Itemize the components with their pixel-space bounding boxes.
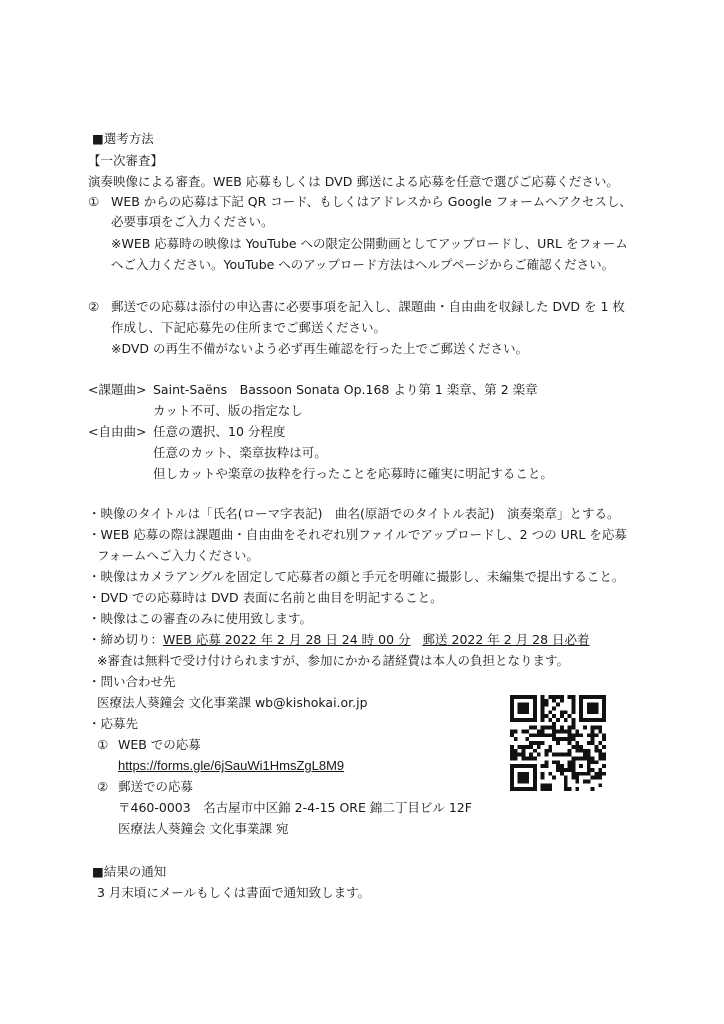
item2-line3: ※DVD の再生不備がないよう必ず再生確認を行った上でご郵送ください。 xyxy=(111,341,529,356)
set-piece-note: カット不可、版の指定なし xyxy=(153,403,303,418)
note-dvd: ・DVD での応募時は DVD 表面に名前と曲目を明記すること。 xyxy=(88,590,443,605)
qr-code-image[interactable] xyxy=(510,695,606,791)
section-heading-results: ■結果の通知 xyxy=(92,864,167,879)
mail-apply-label: 郵送での応募 xyxy=(118,779,194,794)
section-heading-selection: ■選考方法 xyxy=(92,131,154,146)
set-piece-text: Saint-Saëns Bassoon Sonata Op.168 より第 1 楽章、第 2 楽章 xyxy=(153,382,538,397)
deadline-row xyxy=(88,632,590,648)
note-video-title: ・映像のタイトルは「氏名(ローマ字表記) 曲名(原語でのタイトル表記) 演奏楽章」とする。 xyxy=(88,506,620,521)
note-web-upload-line1: ・WEB 応募の際は課題曲・自由曲をそれぞれ別ファイルでアップロードし、2 つの URL を応募 xyxy=(88,527,627,542)
item1-line2: 必要事項をご入力ください。 xyxy=(111,214,274,229)
free-piece-line1: 任意の選択、10 分程度 xyxy=(153,424,286,439)
set-piece-label: <課題曲> xyxy=(88,382,147,397)
contact-label: ・問い合わせ先 xyxy=(88,674,176,689)
item1-line3: ※WEB 応募時の映像は YouTube への限定公開動画としてアップロードし、URL をフォーム xyxy=(111,236,628,251)
web-apply-label: WEB での応募 xyxy=(118,737,201,752)
contact-value: 医療法人葵鐘会 文化事業課 wb@kishokai.or.jp xyxy=(97,695,368,710)
results-text: 3 月末頃にメールもしくは書面で通知致します。 xyxy=(97,885,371,900)
note-camera: ・映像はカメラアングルを固定して応募者の顔と手元を明確に撮影し、未編集で提出すること。 xyxy=(88,569,625,584)
deadline-web: WEB 応募 2022 年 2 月 28 日 24 時 00 分 xyxy=(163,632,411,647)
item2-number: ② xyxy=(88,299,100,314)
web-apply-number: ① xyxy=(97,737,109,752)
fee-note: ※審査は無料で受け付けられますが、参加にかかる諸経費は本人の負担となります。 xyxy=(97,653,569,668)
deadline-mail: 郵送 2022 年 2 月 28 日必着 xyxy=(422,632,590,647)
mail-recipient: 医療法人葵鐘会 文化事業課 宛 xyxy=(118,821,289,836)
web-apply-url[interactable]: https://forms.gle/6jSauWi1HmsZgL8M9 xyxy=(118,758,345,773)
item2-line1: 郵送での応募は添付の申込書に必要事項を記入し、課題曲・自由曲を収録した DVD を 1 枚 xyxy=(111,299,625,314)
item1-number: ① xyxy=(88,194,100,209)
free-piece-line3: 但しカットや楽章の抜粋を行ったことを応募時に確実に明記すること。 xyxy=(153,466,553,481)
item1-line4: へご入力ください。YouTube へのアップロード方法はヘルプページからご確認ください。 xyxy=(111,257,615,272)
mail-apply-number: ② xyxy=(97,779,109,794)
note-web-upload-line2: フォームへご入力ください。 xyxy=(97,548,259,563)
apply-label: ・応募先 xyxy=(88,716,139,731)
mail-address: 〒460-0003 名古屋市中区錦 2-4-15 ORE 錦二丁目ビル 12F xyxy=(118,800,472,815)
deadline-label: ・締め切り： xyxy=(88,632,164,647)
first-round-heading: 【一次審査】 xyxy=(88,153,164,168)
item2-line2: 作成し、下記応募先の住所までご郵送ください。 xyxy=(111,320,387,335)
free-piece-label: <自由曲> xyxy=(88,424,147,439)
free-piece-line2: 任意のカット、楽章抜粋は可。 xyxy=(153,445,327,460)
intro-text: 演奏映像による審査。WEB 応募もしくは DVD 郵送による応募を任意で選びご応募ください。 xyxy=(88,174,619,189)
note-usage: ・映像はこの審査のみに使用致します。 xyxy=(88,611,313,626)
item1-line1: WEB からの応募は下記 QR コード、もしくはアドレスから Google フォームへアクセスし、 xyxy=(111,194,632,209)
